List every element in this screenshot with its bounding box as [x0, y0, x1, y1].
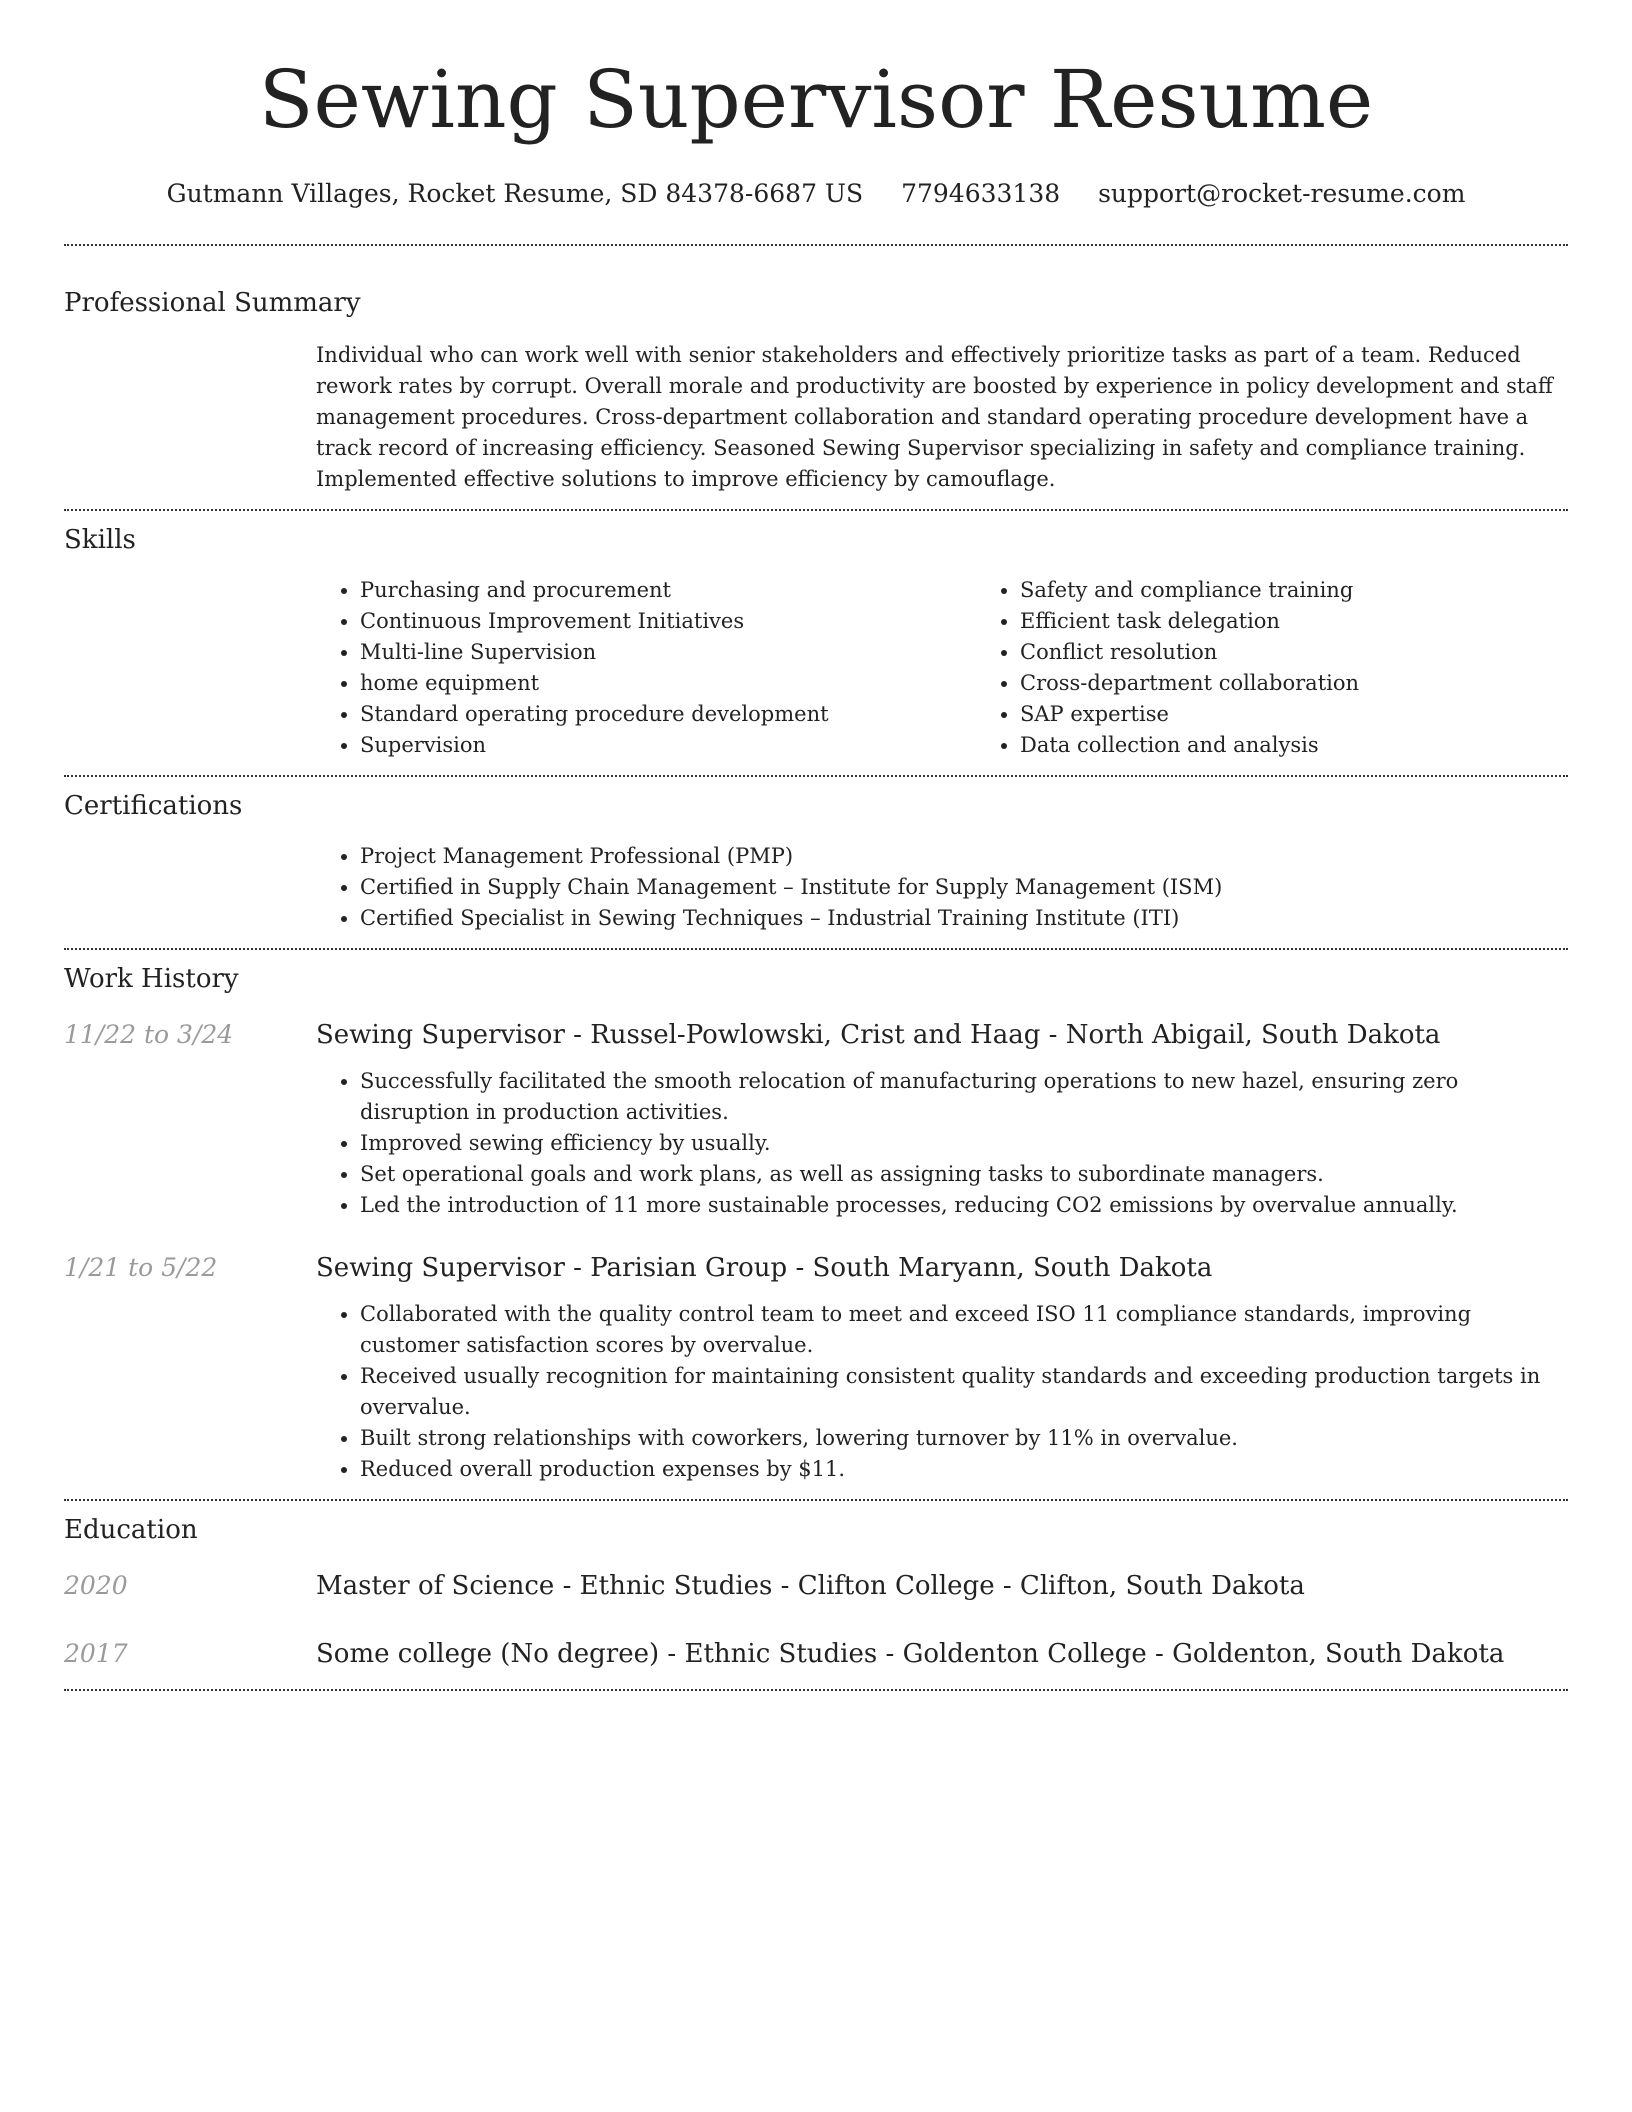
education-year: 2020: [64, 1571, 128, 1600]
skills-section: [64, 523, 1568, 761]
divider: [64, 1499, 1568, 1501]
divider: [64, 509, 1568, 511]
list-item: • Standard operating procedure development: [360, 699, 976, 730]
skills-list-right: [976, 575, 1568, 761]
list-item: • Led the introduction of 11 more sustainable processes, reducing CO2 emissions by overvalue annually.: [360, 1190, 1568, 1221]
list-item: • Efficient task delegation: [1020, 606, 1568, 637]
job-bullet-list: [316, 1299, 1568, 1485]
work-section: [64, 962, 1568, 1485]
job-bullets: [316, 1066, 1568, 1221]
summary-section: [64, 286, 1568, 495]
education-school: Goldenton College: [902, 1639, 1147, 1669]
list-item: • Improved sewing efficiency by usually.: [360, 1128, 1568, 1159]
education-section: [64, 1513, 1568, 1671]
education-entry: [64, 1637, 1568, 1671]
job-title: Sewing Supervisor: [316, 1020, 565, 1050]
education-degree: Some college (No degree): [316, 1639, 660, 1669]
education-degree: Master of Science: [316, 1571, 555, 1601]
list-item: • Continuous Improvement Initiatives: [360, 606, 976, 637]
contact-email[interactable]: support@rocket-resume.com: [1098, 179, 1466, 208]
list-item: • Supervision: [360, 730, 976, 761]
certifications-list: [316, 841, 1568, 934]
education-location: Goldenton, South Dakota: [1172, 1639, 1505, 1669]
job-bullets: [316, 1299, 1568, 1485]
skills-list-left: [316, 575, 976, 761]
job-entry: [64, 1251, 1568, 1285]
education-heading-line: Some college (No degree) - Ethnic Studies - Goldenton College - Goldenton, South Dakota: [316, 1639, 1505, 1669]
page-title: Sewing Supervisor Resume: [258, 53, 1374, 146]
education-year: 2017: [64, 1639, 128, 1668]
list-item: • Successfully facilitated the smooth relocation of manufacturing operations to new hazel, ensuring zero disruption in production activities.: [360, 1066, 1568, 1128]
list-item: • SAP expertise: [1020, 699, 1568, 730]
contact-line: [64, 178, 1568, 210]
education-field: Ethnic Studies: [579, 1571, 773, 1601]
list-item: • Received usually recognition for maintaining consistent quality standards and exceeding production targets in overvalue.: [360, 1361, 1568, 1423]
job-heading: Sewing Supervisor - Russel-Powlowski, Crist and Haag - North Abigail, South Dakota: [316, 1020, 1441, 1050]
list-item: • Set operational goals and work plans, as well as assigning tasks to subordinate managers.: [360, 1159, 1568, 1190]
summary-text: Individual who can work well with senior stakeholders and effectively prioritize tasks as part of a team. Reduced rework rates by corrupt. Overall morale and productivity are boosted by experience in policy development and staff management procedures. Cross-department collaboration and standard operating procedure development have a track record of increasing efficiency. Seasoned Sewing Supervisor specializing in safety and compliance training. Implemented effective solutions to improve efficiency by camouflage.: [316, 343, 1553, 491]
divider: [64, 775, 1568, 777]
list-item: • Built strong relationships with coworkers, lowering turnover by 11% in overvalue.: [360, 1423, 1568, 1454]
summary-heading: Professional Summary: [64, 288, 361, 318]
list-item: • Project Management Professional (PMP): [360, 841, 1568, 872]
list-item: • Certified Specialist in Sewing Techniques – Industrial Training Institute (ITI): [360, 903, 1568, 934]
divider: [64, 244, 1568, 246]
job-title: Sewing Supervisor: [316, 1253, 565, 1283]
contact-address: Gutmann Villages, Rocket Resume, SD 84378-6687 US: [166, 179, 864, 208]
job-location: South Maryann, South Dakota: [812, 1253, 1213, 1283]
education-school: Clifton College: [797, 1571, 995, 1601]
list-item: • Cross-department collaboration: [1020, 668, 1568, 699]
job-bullet-list: [316, 1066, 1568, 1221]
job-location: North Abigail, South Dakota: [1065, 1020, 1441, 1050]
list-item: • Reduced overall production expenses by $11.: [360, 1454, 1568, 1485]
education-location: Clifton, South Dakota: [1019, 1571, 1305, 1601]
work-heading: Work History: [64, 964, 239, 994]
job-heading: Sewing Supervisor - Parisian Group - South Maryann, South Dakota: [316, 1253, 1213, 1283]
list-item: • Collaborated with the quality control team to meet and exceed ISO 11 compliance standards, improving customer satisfaction scores by overvalue.: [360, 1299, 1568, 1361]
job-entry: [64, 1018, 1568, 1052]
list-item: • Data collection and analysis: [1020, 730, 1568, 761]
list-item: • Certified in Supply Chain Management – Institute for Supply Management (ISM): [360, 872, 1568, 903]
divider: [64, 1689, 1568, 1691]
skills-heading: Skills: [64, 525, 136, 555]
job-company: Parisian Group: [590, 1253, 788, 1283]
list-item: • Multi-line Supervision: [360, 637, 976, 668]
education-heading-line: Master of Science - Ethnic Studies - Clifton College - Clifton, South Dakota: [316, 1571, 1305, 1601]
list-item: • Purchasing and procurement: [360, 575, 976, 606]
education-entry: [64, 1569, 1568, 1603]
certifications-section: [64, 789, 1568, 934]
certifications-heading: Certifications: [64, 791, 243, 821]
job-dates: 1/21 to 5/22: [64, 1253, 218, 1282]
contact-phone: 7794633138: [901, 179, 1061, 208]
list-item: • Safety and compliance training: [1020, 575, 1568, 606]
list-item: • Conflict resolution: [1020, 637, 1568, 668]
divider: [64, 948, 1568, 950]
certifications-body: [316, 841, 1568, 934]
education-field: Ethnic Studies: [684, 1639, 878, 1669]
list-item: • home equipment: [360, 668, 976, 699]
education-heading: Education: [64, 1515, 198, 1545]
job-dates: 11/22 to 3/24: [64, 1020, 234, 1049]
job-company: Russel-Powlowski, Crist and Haag: [590, 1020, 1041, 1050]
skills-grid: [316, 575, 1568, 761]
